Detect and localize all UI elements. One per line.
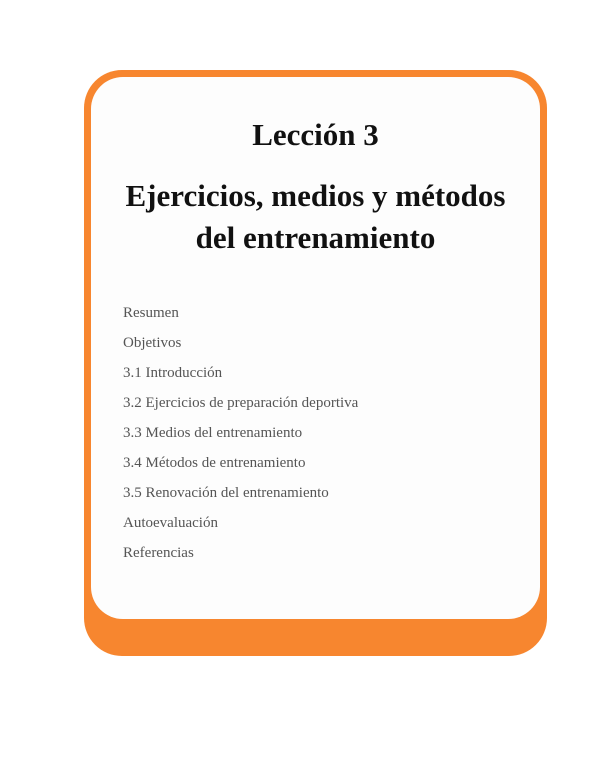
lesson-subtitle xyxy=(91,175,540,259)
toc-item-ejercicios: 3.2 Ejercicios de preparación deportiva xyxy=(123,395,359,411)
toc-item-referencias: Referencias xyxy=(123,545,194,561)
toc-item-metodos: 3.4 Métodos de entrenamiento xyxy=(123,455,306,471)
lesson-card-frame xyxy=(84,70,547,656)
table-of-contents xyxy=(123,298,358,568)
lesson-card-panel xyxy=(91,77,540,619)
toc-item-medios: 3.3 Medios del entrenamiento xyxy=(123,425,303,441)
lesson-title: Lección 3 xyxy=(252,117,379,152)
toc-item-autoevaluacion: Autoevaluación xyxy=(123,515,218,531)
lesson-subtitle-line-2: del entrenamiento xyxy=(195,220,436,255)
toc-item-renovacion: 3.5 Renovación del entrenamiento xyxy=(123,485,329,501)
toc-item-introduccion: 3.1 Introducción xyxy=(123,365,223,381)
lesson-subtitle-line-1: Ejercicios, medios y métodos xyxy=(125,178,506,213)
toc-item-objetivos: Objetivos xyxy=(123,335,182,351)
toc-item-resumen: Resumen xyxy=(123,305,179,321)
